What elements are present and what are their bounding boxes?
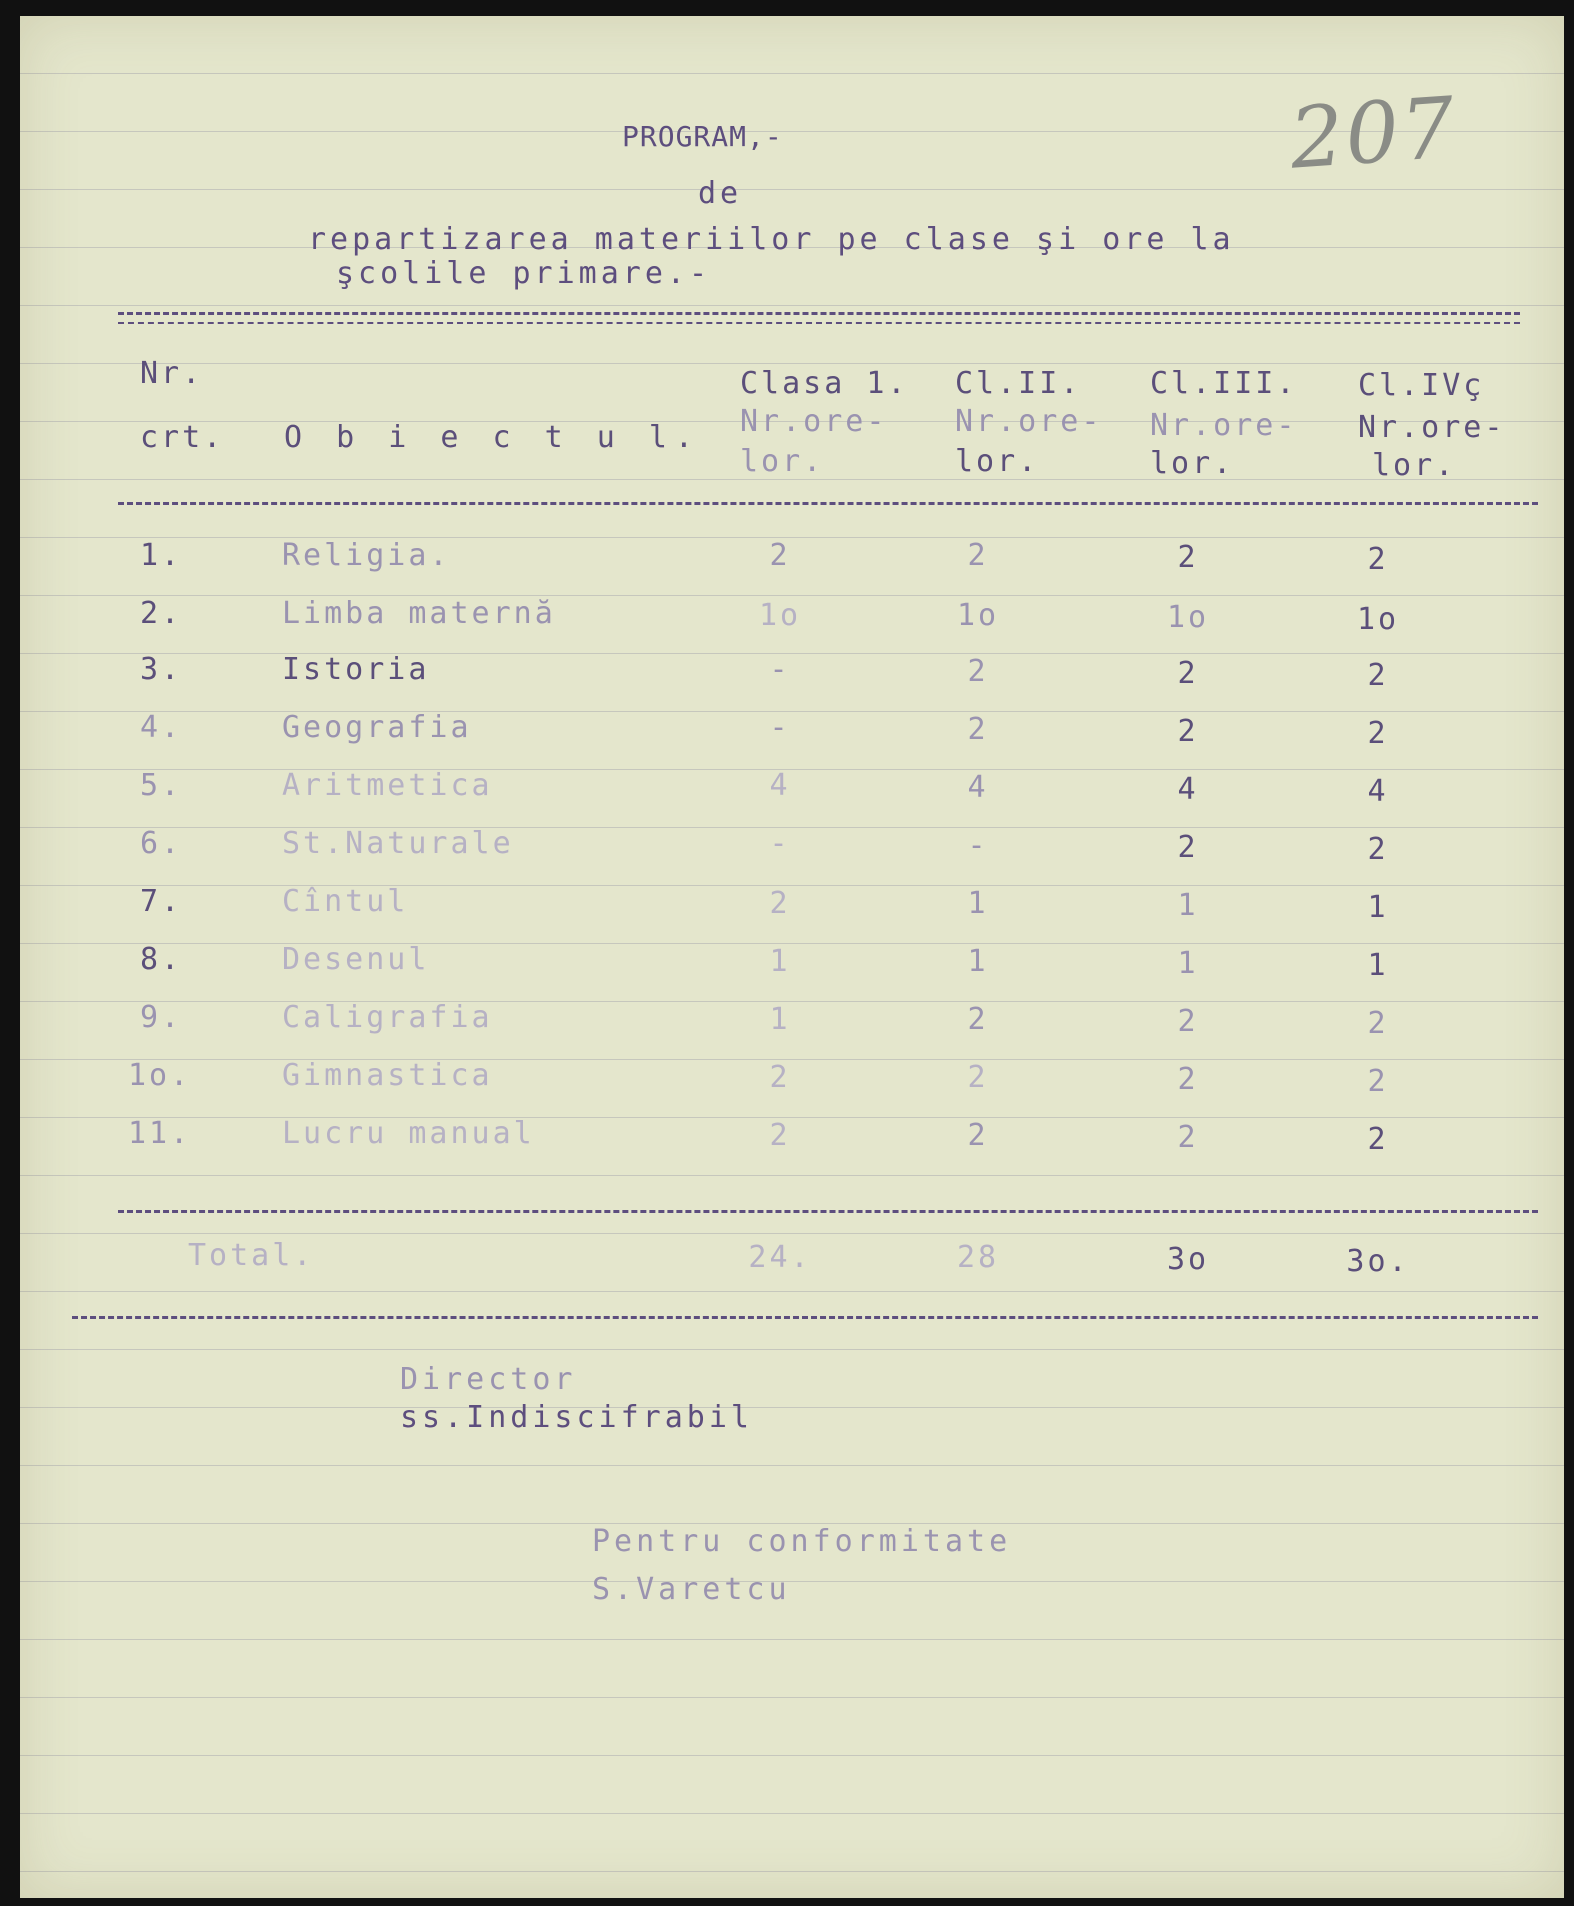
row-class3: 1 [1177,888,1199,923]
document-subtitle-line2: şcolile primare.- [336,256,712,291]
rule-total-bottom [72,1316,1538,1319]
row-subject: Lucru manual [282,1116,535,1151]
row-nr: 2. [140,596,183,631]
row-class1: 2 [769,1060,791,1095]
header-class4-line1: Cl.IVç [1358,368,1485,403]
row-class2: 2 [967,1060,989,1095]
header-subject: O b i e c t u l. [284,420,701,455]
conformity-signature: S.Varetcu [592,1572,791,1607]
conformity-label: Pentru conformitate [592,1524,1012,1559]
rule-total-top [118,1210,1538,1213]
total-class2: 28 [956,1240,1000,1275]
rule-top-1 [118,312,1520,315]
row-class2: 4 [967,770,989,805]
row-nr: 3. [140,652,183,687]
row-nr: 7. [140,884,183,919]
header-class1-line3: lor. [740,444,825,479]
row-class3: 2 [1177,830,1199,865]
row-nr: 5. [140,768,183,803]
header-class1-line1: Clasa 1. [740,366,909,401]
row-class2: 2 [967,712,989,747]
row-class2: - [967,828,989,863]
row-class1: 1o [758,598,802,633]
row-class4: 2 [1367,1006,1389,1041]
header-class4-line3: lor. [1372,448,1457,483]
row-class3: 2 [1177,714,1199,749]
row-nr: 4. [140,710,183,745]
row-class3: 1 [1177,946,1199,981]
header-class3-line3: lor. [1150,446,1235,481]
header-class2-line3: lor. [955,444,1040,479]
row-class2: 1 [967,886,989,921]
row-class3: 2 [1177,1062,1199,1097]
header-class2-line2: Nr.ore- [955,404,1103,439]
row-class1: - [769,652,791,687]
row-subject: St.Naturale [282,826,514,861]
row-subject: Istoria [282,652,430,687]
header-nr-line2: crt. [140,420,225,455]
director-signature: ss.Indiscifrabil [400,1400,753,1435]
row-class4: 1o [1356,602,1400,637]
header-class3-line2: Nr.ore- [1150,408,1298,443]
row-class4: 1 [1367,890,1389,925]
row-class1: - [769,826,791,861]
row-class2: 2 [967,1002,989,1037]
row-class1: 2 [769,1118,791,1153]
row-subject: Caligrafia [282,1000,493,1035]
row-class3: 2 [1177,1004,1199,1039]
row-subject: Cîntul [282,884,409,919]
row-class2: 1o [956,598,1000,633]
header-class4-line2: Nr.ore- [1358,410,1506,445]
row-nr: 1. [140,538,183,573]
row-subject: Desenul [282,942,430,977]
document-title: PROGRAM,- [622,120,783,153]
row-class2: 1 [967,944,989,979]
rule-top-2 [118,322,1520,324]
row-class1: - [769,710,791,745]
document-page [20,16,1564,1898]
row-class4: 2 [1367,716,1389,751]
row-class3: 2 [1177,1120,1199,1155]
row-class4: 2 [1367,832,1389,867]
document-subtitle-de: de [698,176,743,211]
row-class4: 4 [1367,774,1389,809]
row-class3: 2 [1177,540,1199,575]
header-class1-line2: Nr.ore- [740,404,888,439]
row-class1: 1 [769,1002,791,1037]
row-subject: Geografia [282,710,472,745]
header-class3-line1: Cl.III. [1150,366,1298,401]
row-nr: 11. [128,1116,192,1151]
row-class3: 1o [1166,600,1210,635]
row-nr: 9. [140,1000,183,1035]
document-subtitle-line1: repartizarea materiilor pe clase şi ore la [308,222,1235,257]
row-subject: Limba maternă [282,596,556,631]
row-subject: Gimnastica [282,1058,493,1093]
row-class4: 1 [1367,948,1389,983]
row-class4: 2 [1367,1122,1389,1157]
row-class2: 2 [967,1118,989,1153]
row-subject: Aritmetica [282,768,493,803]
row-subject: Religia. [282,538,451,573]
row-class4: 2 [1367,658,1389,693]
row-class4: 2 [1367,542,1389,577]
total-label: Total. [188,1238,315,1273]
header-nr-line1: Nr. [140,356,204,391]
total-class4: 3o. [1346,1244,1410,1279]
row-class1: 2 [769,886,791,921]
total-class1: 24. [748,1240,812,1275]
total-class3: 3o [1166,1242,1210,1277]
row-nr: 8. [140,942,183,977]
row-class1: 2 [769,538,791,573]
header-class2-line1: Cl.II. [955,366,1082,401]
row-class2: 2 [967,654,989,689]
row-class3: 4 [1177,772,1199,807]
row-class4: 2 [1367,1064,1389,1099]
row-class1: 1 [769,944,791,979]
row-nr: 6. [140,826,183,861]
rule-header-bottom [118,502,1538,505]
director-title: Director [400,1362,577,1397]
row-nr: 1o. [128,1058,192,1093]
page-number: 207 [1286,78,1460,188]
row-class3: 2 [1177,656,1199,691]
row-class2: 2 [967,538,989,573]
row-class1: 4 [769,768,791,803]
